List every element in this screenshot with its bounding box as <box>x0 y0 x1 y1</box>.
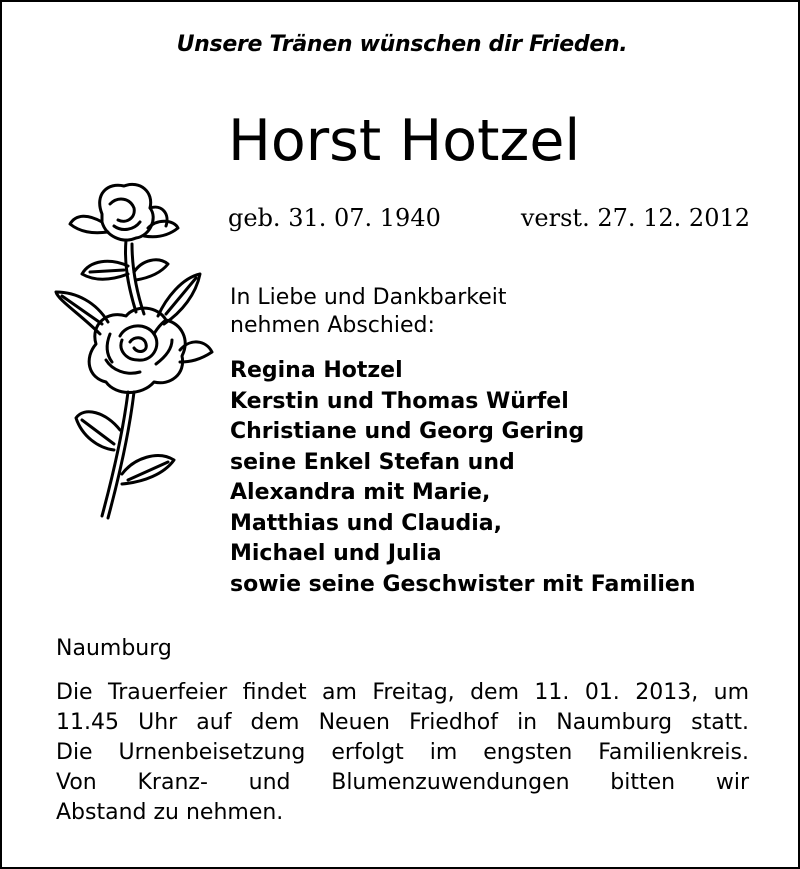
funeral-notice <box>56 678 749 828</box>
birth-date: geb. 31. 07. 1940 <box>228 204 441 232</box>
intro-text <box>230 284 507 340</box>
motto: Unsere Tränen wünschen dir Frieden. <box>176 32 628 57</box>
mourner-line: Kerstin und Thomas Würfel <box>230 388 569 414</box>
mourner-line: Michael und Julia <box>230 541 442 566</box>
notice-line: 11.45 Uhr auf dem Neuen Friedhof in Naumburg statt. <box>56 710 749 735</box>
mourner-line: Alexandra mit Marie, <box>230 480 491 505</box>
mourner-line: seine Enkel Stefan und <box>230 449 515 475</box>
notice-line: Von Kranz- und Blumenzuwendungen bitten wir <box>56 770 749 795</box>
intro-line: In Liebe und Dankbarkeit <box>230 285 507 310</box>
deceased-name: Horst Hotzel <box>228 108 581 174</box>
rose-icon <box>50 174 215 544</box>
notice-line: Abstand zu nehmen. <box>56 800 284 825</box>
notice-line: Die Urnenbeisetzung erfolgt im engsten Familienkreis. <box>56 740 749 765</box>
mourner-line: Matthias und Claudia, <box>230 510 502 536</box>
mourner-line: Regina Hotzel <box>230 358 403 383</box>
mourner-line: Christiane und Georg Gering <box>230 419 585 444</box>
place: Naumburg <box>56 636 172 661</box>
mourner-line: sowie seine Geschwister mit Familien <box>230 571 696 597</box>
death-date: verst. 27. 12. 2012 <box>520 204 750 232</box>
mourners-list <box>230 356 696 600</box>
notice-line: Die Trauerfeier findet am Freitag, dem 11. 01. 2013, um <box>56 680 749 705</box>
intro-line: nehmen Abschied: <box>230 313 435 338</box>
life-dates <box>228 204 750 232</box>
